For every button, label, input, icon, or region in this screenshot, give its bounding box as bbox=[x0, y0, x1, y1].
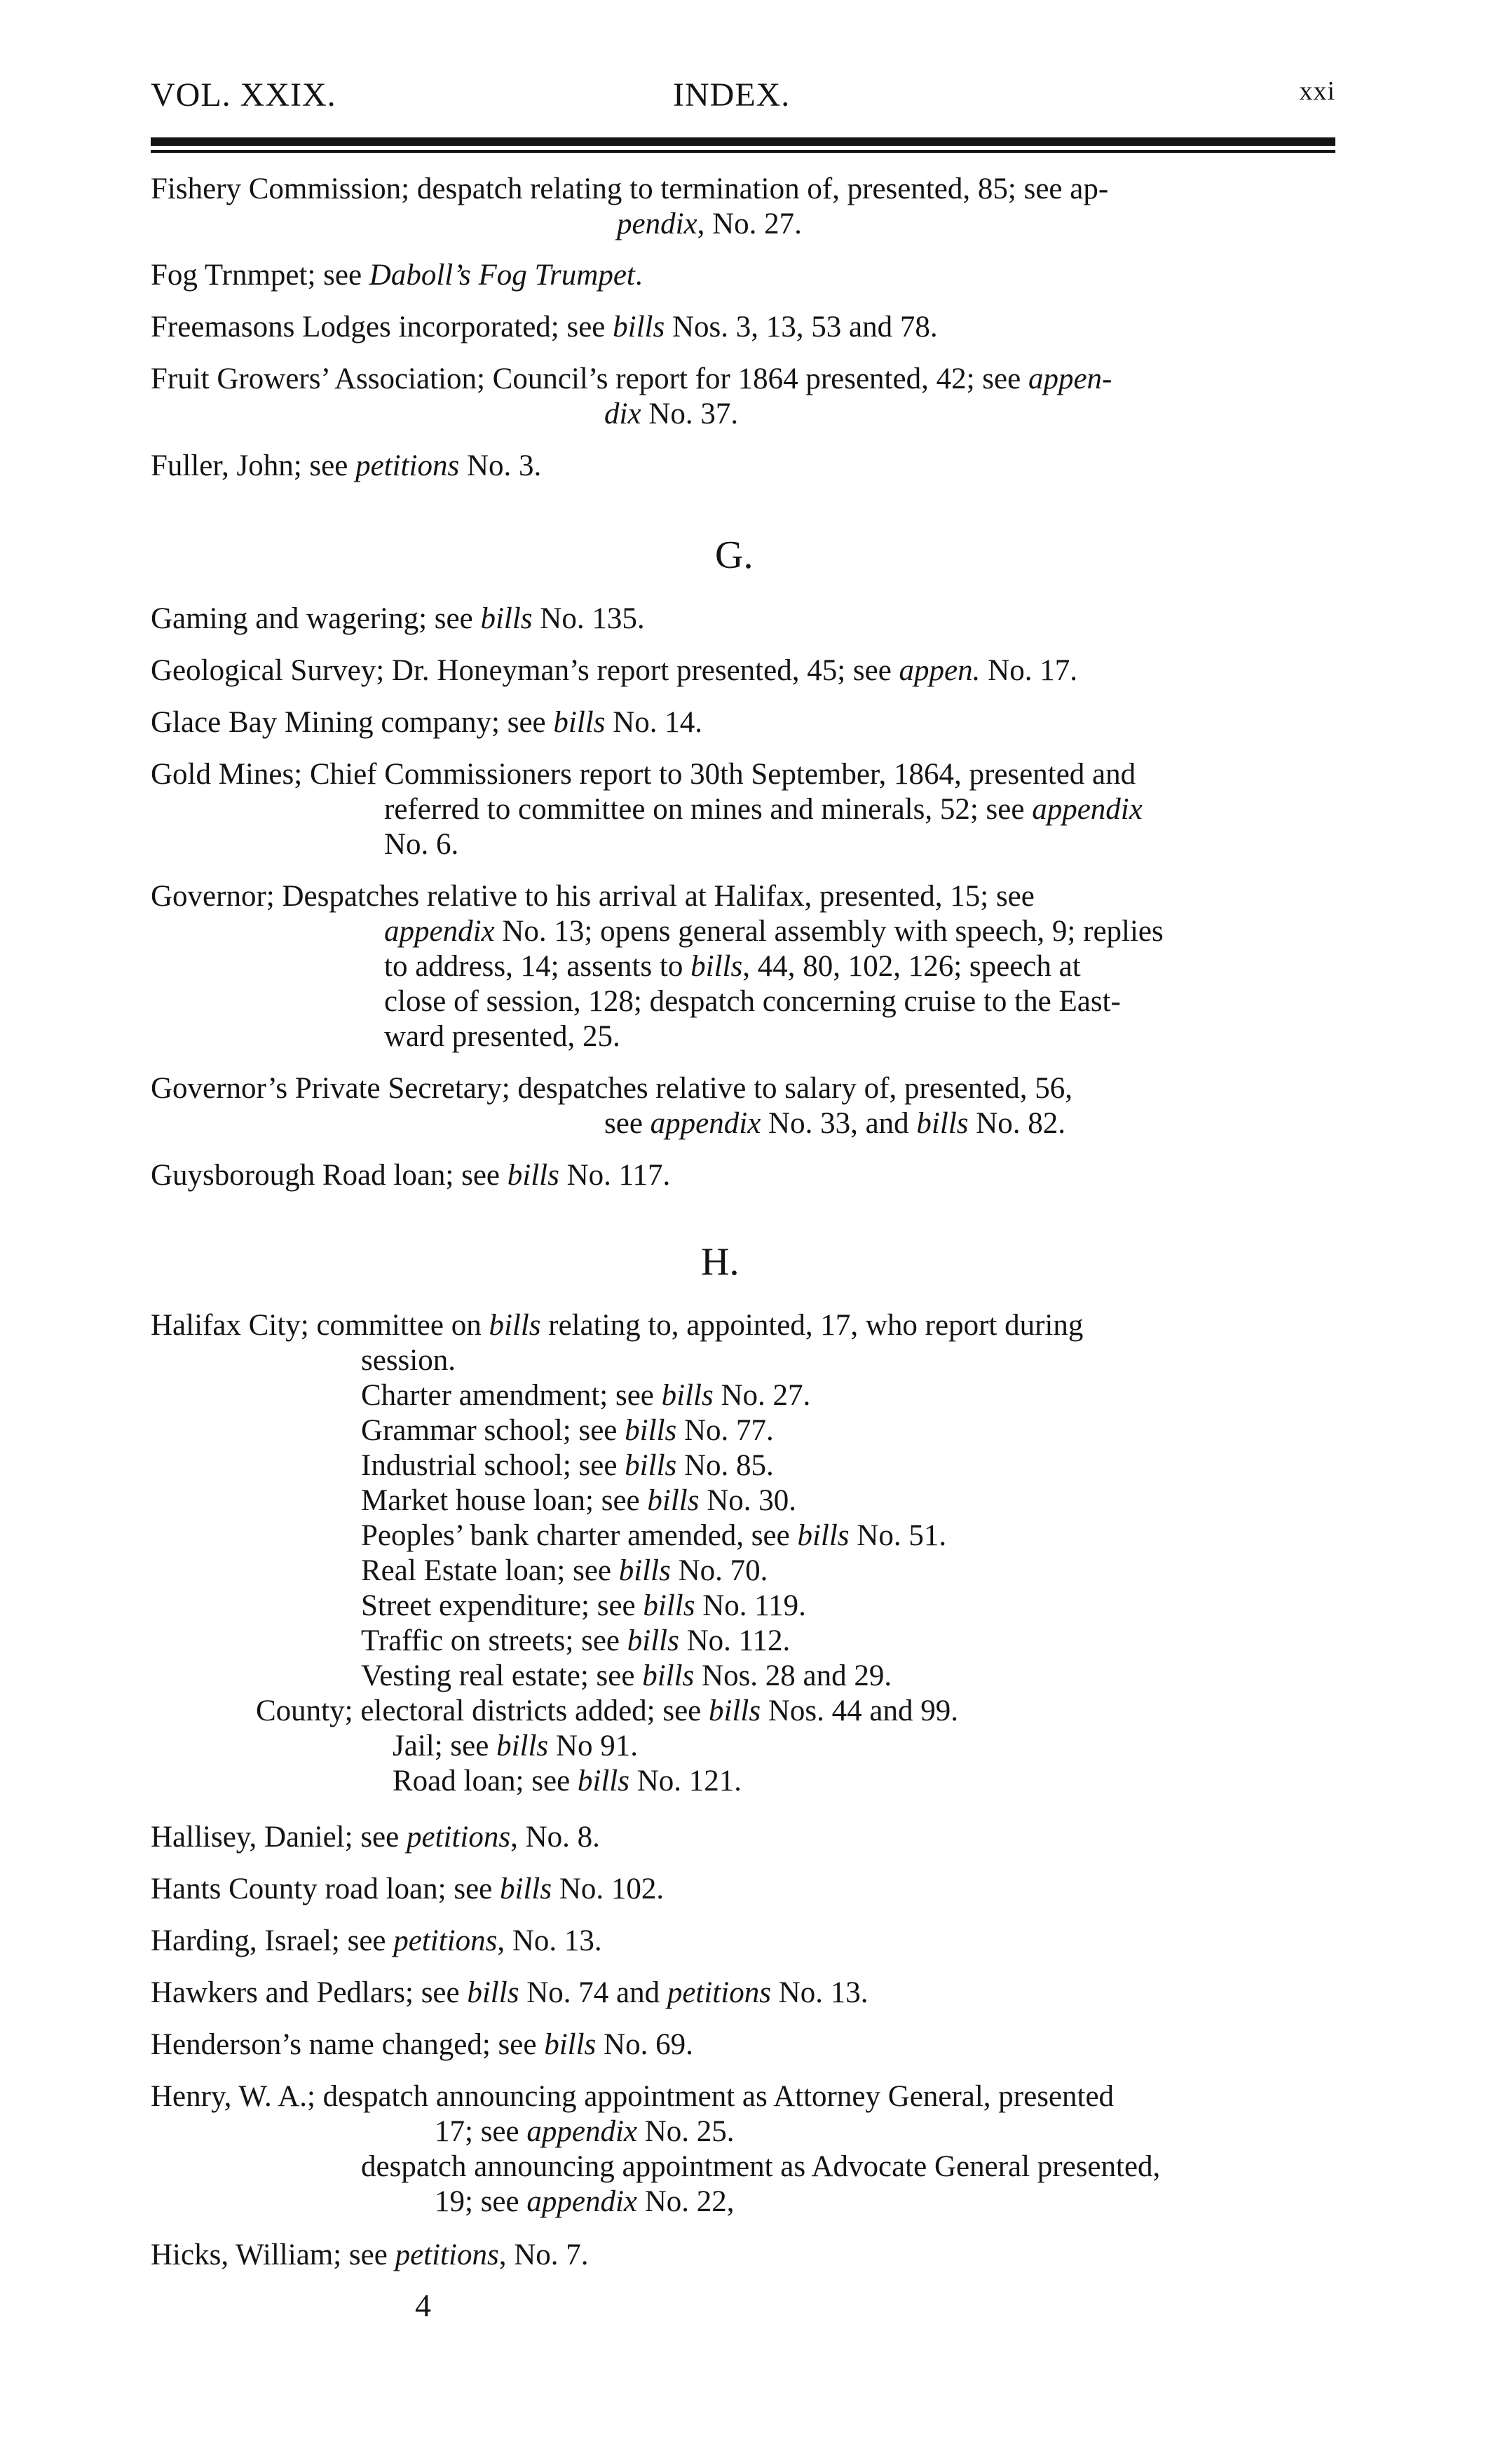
index-subentry-county: County; electoral districts added; see bills Nos. 44 and 99. bbox=[256, 1694, 958, 1727]
index-subentry-charter: Charter amendment; see bills No. 27. bbox=[361, 1379, 811, 1412]
index-entry-private-secretary-cont: see appendix No. 33, and bills No. 82. bbox=[604, 1107, 1066, 1140]
header-rule-thick bbox=[151, 137, 1335, 146]
index-entry-gold-mines-cont: No. 6. bbox=[384, 828, 459, 861]
index-subentry-grammar-school: Grammar school; see bills No. 77. bbox=[361, 1414, 774, 1447]
running-header bbox=[151, 76, 1335, 125]
page-number: xxi bbox=[1299, 76, 1335, 106]
index-entry-glace-bay: Glace Bay Mining company; see bills No. 14. bbox=[151, 706, 703, 739]
index-entry-halifax-city-cont: session. bbox=[361, 1344, 456, 1377]
index-entry-governor-cont: close of session, 128; despatch concerning cruise to the East- bbox=[384, 985, 1121, 1018]
index-entry-governor-cont: appendix No. 13; opens general assembly with speech, 9; replies bbox=[384, 915, 1164, 948]
index-subentry-county-road-loan: Road loan; see bills No. 121. bbox=[393, 1765, 742, 1798]
index-entry-gold-mines-cont: referred to committee on mines and minerals, 52; see appendix bbox=[384, 793, 1143, 826]
index-entry-fuller: Fuller, John; see petitions No. 3. bbox=[151, 449, 542, 482]
index-entry-gaming: Gaming and wagering; see bills No. 135. bbox=[151, 602, 645, 635]
index-entry-governor-cont: to address, 14; assents to bills, 44, 80, 102, 126; speech at bbox=[384, 950, 1081, 983]
header-rule-thin bbox=[151, 150, 1335, 153]
index-entry-fog-trumpet: Fog Trnmpet; see Daboll’s Fog Trumpet. bbox=[151, 259, 643, 292]
signature-mark: 4 bbox=[415, 2288, 431, 2323]
index-entry-governor: Governor; Despatches relative to his arrival at Halifax, presented, 15; see bbox=[151, 880, 1035, 913]
index-entry-halifax-city: Halifax City; committee on bills relating to, appointed, 17, who report during bbox=[151, 1309, 1084, 1342]
section-letter-h: H. bbox=[701, 1240, 740, 1284]
index-entry-fishery: Fishery Commission; despatch relating to termination of, presented, 85; see ap- bbox=[151, 172, 1109, 205]
index-entry-private-secretary: Governor’s Private Secretary; despatches relative to salary of, presented, 56, bbox=[151, 1072, 1073, 1105]
index-subentry-traffic: Traffic on streets; see bills No. 112. bbox=[361, 1624, 791, 1657]
volume-label: VOL. XXIX. bbox=[151, 76, 336, 114]
page-title: INDEX. bbox=[673, 76, 791, 114]
index-entry-henry-cont: despatch announcing appointment as Advocate General presented, bbox=[361, 2150, 1161, 2183]
index-entry-guysborough: Guysborough Road loan; see bills No. 117. bbox=[151, 1159, 671, 1192]
index-subentry-street-expenditure: Street expenditure; see bills No. 119. bbox=[361, 1589, 806, 1622]
index-entry-hicks: Hicks, William; see petitions, No. 7. bbox=[151, 2238, 589, 2271]
index-subentry-peoples-bank: Peoples’ bank charter amended, see bills No. 51. bbox=[361, 1519, 947, 1552]
index-entry-freemasons: Freemasons Lodges incorporated; see bills Nos. 3, 13, 53 and 78. bbox=[151, 311, 938, 344]
index-subentry-industrial-school: Industrial school; see bills No. 85. bbox=[361, 1449, 774, 1482]
index-subentry-real-estate-loan: Real Estate loan; see bills No. 70. bbox=[361, 1554, 768, 1587]
index-entry-fruit-growers: Fruit Growers’ Association; Council’s report for 1864 presented, 42; see appen- bbox=[151, 362, 1112, 395]
index-entry-fishery-cont: pendix, No. 27. bbox=[617, 208, 802, 240]
section-letter-g: G. bbox=[715, 534, 754, 577]
index-entry-henry: Henry, W. A.; despatch announcing appointment as Attorney General, presented bbox=[151, 2080, 1115, 2113]
index-entry-fruit-growers-cont: dix No. 37. bbox=[604, 397, 739, 430]
index-subentry-county-jail: Jail; see bills No 91. bbox=[393, 1730, 638, 1762]
index-entry-henry-cont: 19; see appendix No. 22, bbox=[435, 2185, 735, 2218]
index-entry-harding: Harding, Israel; see petitions, No. 13. bbox=[151, 1924, 602, 1957]
index-subentry-vesting: Vesting real estate; see bills Nos. 28 and 29. bbox=[361, 1659, 892, 1692]
index-entry-gold-mines: Gold Mines; Chief Commissioners report to 30th September, 1864, presented and bbox=[151, 758, 1136, 791]
index-subentry-market-house: Market house loan; see bills No. 30. bbox=[361, 1484, 797, 1517]
index-entry-henry-cont: 17; see appendix No. 25. bbox=[435, 2115, 735, 2148]
index-entry-governor-cont: ward presented, 25. bbox=[384, 1020, 620, 1053]
index-entry-hawkers: Hawkers and Pedlars; see bills No. 74 and petitions No. 13. bbox=[151, 1976, 869, 2009]
index-entry-henderson: Henderson’s name changed; see bills No. 69. bbox=[151, 2028, 693, 2061]
index-entry-hallisey: Hallisey, Daniel; see petitions, No. 8. bbox=[151, 1821, 600, 1854]
index-entry-geological-survey: Geological Survey; Dr. Honeyman’s report presented, 45; see appen. No. 17. bbox=[151, 654, 1077, 687]
index-entry-hants-county: Hants County road loan; see bills No. 102. bbox=[151, 1873, 665, 1905]
